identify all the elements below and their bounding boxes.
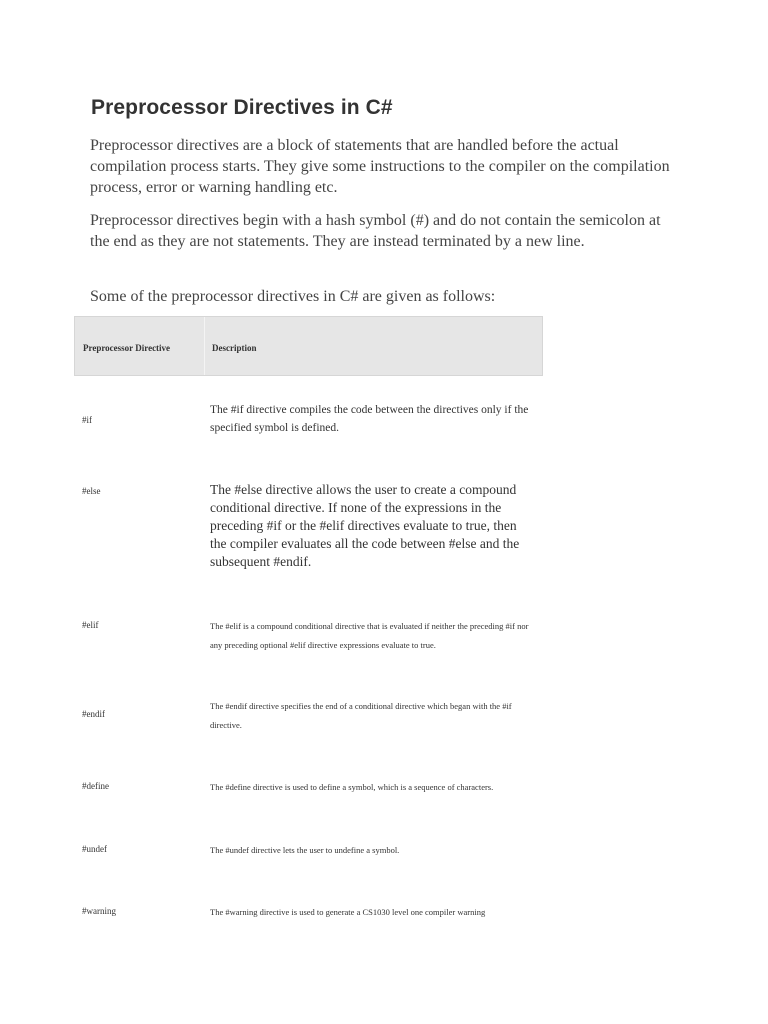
directive-name: #undef bbox=[82, 844, 107, 854]
directive-description: The #define directive is used to define a symbol, which is a sequence of characters. bbox=[210, 782, 494, 792]
directive-name: #else bbox=[82, 486, 101, 496]
directive-name: #warning bbox=[82, 906, 116, 916]
header-directive: Preprocessor Directive bbox=[83, 343, 171, 353]
directive-description: The #undef directive lets the user to undefine a symbol. bbox=[210, 845, 400, 855]
directive-description: The #else directive allows the user to create a compound conditional directive. If none of the expressions in the preceding #if or the #elif directives evaluate to true, then the compiler evaluates all the code between #else and the subsequent #endif. bbox=[210, 482, 520, 569]
header-description: Description bbox=[212, 343, 257, 353]
directive-name: #endif bbox=[82, 709, 105, 719]
table-header bbox=[74, 316, 543, 376]
table-lead-paragraph: Some of the preprocessor directives in C# are given as follows: bbox=[90, 288, 496, 305]
hash-symbol-paragraph: Preprocessor directives begin with a hash symbol (#) and do not contain the semicolon at the end as they are not statements. They are instead terminated by a new line. bbox=[90, 212, 661, 250]
directive-name: #elif bbox=[82, 620, 99, 630]
header-column-divider bbox=[204, 317, 205, 375]
intro-paragraph: Preprocessor directives are a block of statements that are handled before the actual compilation process starts. They give some instructions to the compiler on the compilation process, error or warning handling etc. bbox=[90, 137, 670, 196]
directive-name: #if bbox=[82, 415, 92, 425]
directive-name: #define bbox=[82, 781, 109, 791]
directive-description: The #endif directive specifies the end of a conditional directive which began with the #if directive. bbox=[210, 701, 512, 730]
directive-description: The #elif is a compound conditional directive that is evaluated if neither the preceding #if nor any preceding optional #elif directive expressions evaluate to true. bbox=[210, 621, 529, 650]
directives-table bbox=[74, 316, 543, 917]
directive-description: The #if directive compiles the code between the directives only if the specified symbol is defined. bbox=[210, 404, 529, 434]
directive-description: The #warning directive is used to generate a CS1030 level one compiler warning bbox=[210, 907, 486, 917]
page-title: Preprocessor Directives in C# bbox=[91, 96, 393, 119]
